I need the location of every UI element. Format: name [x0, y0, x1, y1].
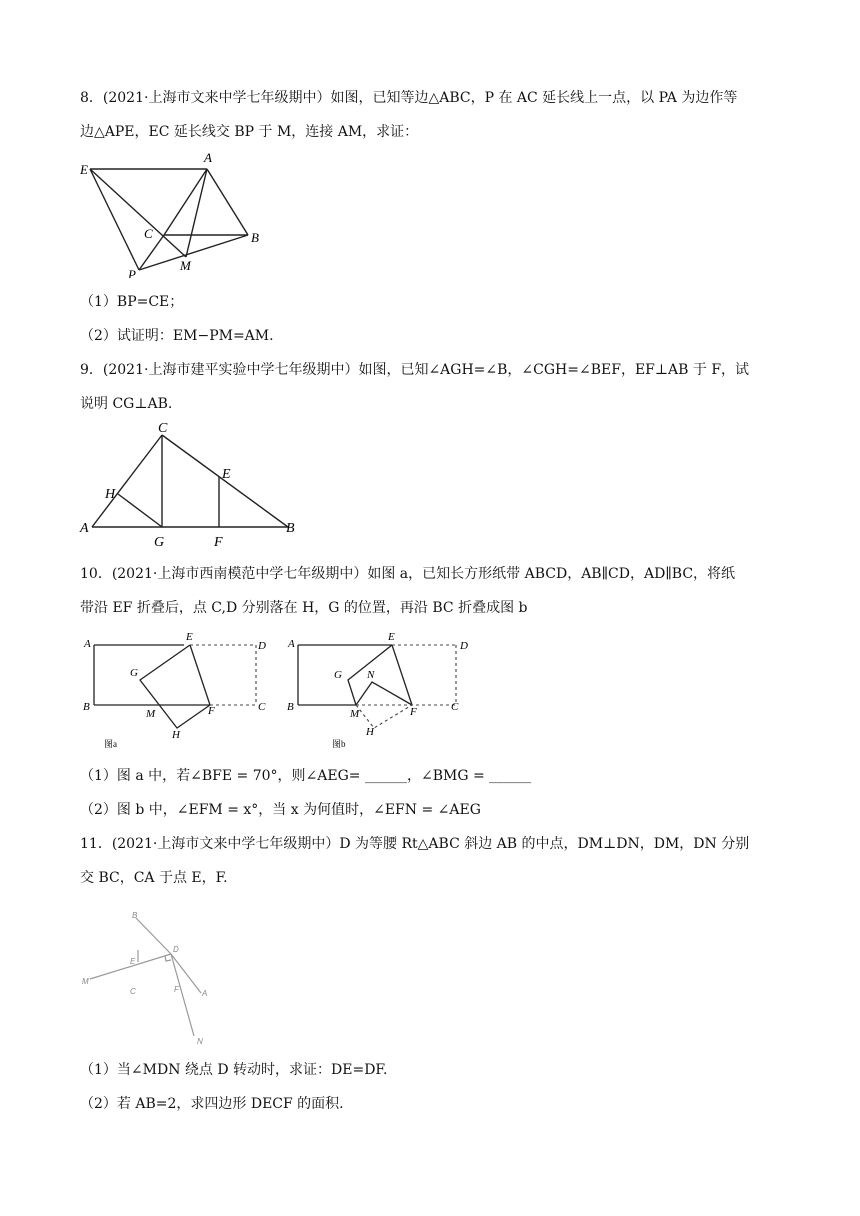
q10-figure-b: [284, 628, 484, 752]
q10a-label-c: C: [258, 701, 266, 713]
q9-label-h: H: [105, 487, 116, 502]
q11-label-e: E: [130, 957, 136, 966]
q10a-caption: 图a: [104, 739, 117, 749]
q8-label-p: P: [128, 267, 136, 278]
q11-part2: （2）若 AB=2，求四边形 DECF 的面积.: [80, 1096, 344, 1112]
q10-text-line1: 10．(2021·上海市西南模范中学七年级期中）如图 a，已知长方形纸带 ABCD，AB∥CD，AD∥BC，将纸: [80, 566, 736, 582]
q11-text-line2: 交 BC，CA 于点 E，F.: [80, 870, 228, 886]
q10a-label-h: H: [172, 729, 180, 741]
q9-text-line2: 说明 CG⊥AB.: [80, 396, 173, 412]
q10b-label-b: B: [287, 701, 294, 713]
q11-label-n: N: [197, 1037, 203, 1046]
q8-label-m: M: [180, 258, 191, 273]
q8-label-e: E: [80, 162, 88, 177]
q11-label-c: C: [130, 987, 136, 996]
q8-text-line2: 边△APE，EC 延长线交 BP 于 M，连接 AM，求证：: [80, 124, 419, 140]
q8-label-b: B: [251, 230, 259, 245]
q11-text-line1: 11．(2021·上海市文来中学七年级期中）D 为等腰 Rt△ABC 斜边 AB 的中点，DM⊥DN，DM，DN 分别: [80, 836, 750, 852]
q10b-label-d: D: [460, 640, 468, 652]
q9-label-g: G: [154, 535, 165, 550]
q10a-label-b: B: [83, 701, 90, 713]
q10-part2: （2）图 b 中，∠EFM = x°，当 x 为何值时，∠EFN = ∠AEG: [80, 802, 481, 818]
q8-part2: （2）试证明：EM−PM=AM.: [80, 328, 274, 344]
q10a-label-a: A: [84, 638, 91, 650]
q9-figure: [78, 420, 308, 550]
q10-text-line2: 带沿 EF 折叠后，点 C,D 分别落在 H，G 的位置，再沿 BC 折叠成图 b: [80, 600, 528, 616]
q9-label-c: C: [158, 421, 168, 436]
q11-label-m: M: [82, 977, 89, 986]
q8-text-line1: 8．(2021·上海市文来中学七年级期中）如图，已知等边△ABC，P 在 AC 延长线上一点，以 PA 为边作等: [80, 90, 738, 106]
q8-label-a: A: [204, 150, 212, 165]
q10b-caption: 图b: [332, 739, 346, 749]
q10b-label-f: F: [410, 706, 417, 718]
q10b-label-c: C: [451, 701, 459, 713]
q11-part1: （1）当∠MDN 绕点 D 转动时，求证：DE=DF.: [80, 1062, 388, 1078]
q10a-label-d: D: [258, 640, 266, 652]
q11-label-d: D: [173, 945, 179, 954]
q10-part1: （1）图 a 中，若∠BFE = 70°，则∠AEG= ______，∠BMG = ______: [80, 768, 532, 784]
q8-part1: （1）BP=CE；: [80, 294, 184, 310]
q10-figure-a: [80, 628, 280, 752]
q8-label-c: C: [144, 226, 153, 241]
q11-label-f: F: [174, 985, 179, 994]
q10b-label-h: H: [366, 726, 374, 738]
q11-figure: [80, 902, 230, 1052]
q10b-label-m: M: [350, 708, 360, 720]
q10a-label-e: E: [186, 631, 193, 643]
q10b-label-g: G: [334, 669, 342, 681]
q10a-label-m: M: [146, 708, 156, 720]
q9-label-f: F: [214, 535, 223, 550]
q9-label-a: A: [80, 521, 89, 536]
q8-figure: [76, 148, 276, 278]
q10a-label-f: F: [208, 705, 215, 717]
q9-label-e: E: [222, 467, 231, 482]
q9-label-b: B: [286, 521, 295, 536]
q9-text-line1: 9．(2021·上海市建平实验中学七年级期中）如图，已知∠AGH=∠B，∠CGH=∠BEF，EF⊥AB 于 F，试: [80, 362, 750, 378]
q10b-label-e: E: [388, 631, 395, 643]
q10a-label-g: G: [130, 667, 138, 679]
q10b-label-n: N: [367, 669, 375, 681]
q11-label-b: B: [132, 911, 138, 920]
q10b-label-a: A: [288, 638, 295, 650]
q11-label-a: A: [202, 989, 208, 998]
